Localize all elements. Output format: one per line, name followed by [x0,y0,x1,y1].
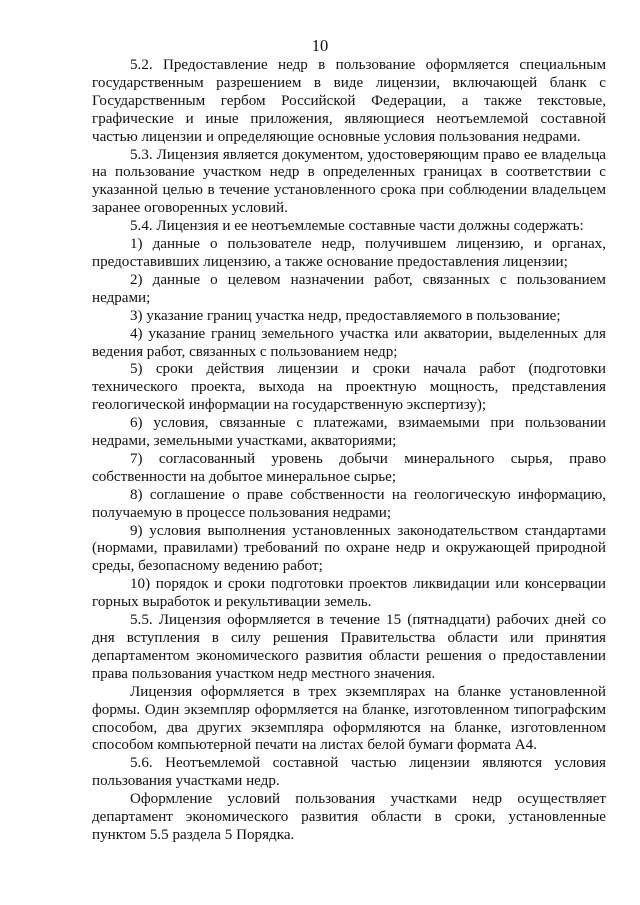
list-item-8: 8) соглашение о праве собственности на геологическую информацию, получаемую в процессе пользования недрами; [92,486,606,521]
list-item-10: 10) порядок и сроки подготовки проектов ликвидации или консервации горных выработок и рекультивации земель. [92,576,606,611]
list-item-9: 9) условия выполнения установленных законодательством стандартами (нормами, правилами) требований по охране недр и окружающей природной среды, безопасному ведению работ; [92,522,606,575]
page-number: 10 [311,36,329,55]
document-body [92,57,606,845]
paragraph-conditions: Оформление условий пользования участками недр осуществляет департамент экономического развития области в сроки, установленные пунктом 5.5 раздела 5 Порядка. [92,791,606,843]
list-item-3: 3) указание границ участка недр, предоставляемого в пользование; [130,307,561,324]
paragraph-5-5: 5.5. Лицензия оформляется в течение 15 (пятнадцати) рабочих дней со дня вступления в силу решения Правительства области или принятия департаментом экономического развития области решения о предоставлении права пользования участком недр местного значения. [92,612,606,682]
paragraph-5-4: 5.4. Лицензия и ее неотъемлемые составные части должны содержать: [130,218,584,235]
list-item-7: 7) согласованный уровень добычи минерального сырья, право собственности на добытое минеральное сырье; [92,450,606,485]
list-item-4: 4) указание границ земельного участка или акватории, выделенных для ведения работ, связанных с пользованием недр; [92,325,606,360]
list-item-5: 5) сроки действия лицензии и сроки начала работ (подготовки технического проекта, выхода на проектную мощность, представления геологической информации на государственную экспертизу); [92,361,606,414]
list-item-2: 2) данные о целевом назначении работ, связанных с пользованием недрами; [92,271,606,306]
paragraph-5-6: 5.6. Неотъемлемой составной частью лицензии являются условия пользования участками недр. [92,755,606,790]
list-item-1: 1) данные о пользователе недр, получившем лицензию, и органах, предоставивших лицензию, а также основание предоставления лицензии; [92,236,606,270]
paragraph-license-copies: Лицензия оформляется в трех экземплярах на бланке установленной формы. Один экземпляр оформляется на бланке, изготовленном типографским способом, два других экземпляра оформляются на бланке, изготовленном способом компьютерной печати на листах белой бумаги формата А4. [92,683,606,754]
paragraph-5-3: 5.3. Лицензия является документом, удостоверяющим право ее владельца на пользование участком недр в определенных границах в соответствии с указанной целью в течение установленного срока при соблюдении владельцем заранее оговоренных условий. [92,146,606,217]
paragraph-5-2: 5.2. Предоставление недр в пользование оформляется специальным государственным разрешением в виде лицензии, включающей бланк с Государственным гербом Российской Федерации, а также текстовые, графические и иные приложения, являющиеся неотъемлемой составной частью лицензии и определяющие основные условия пользования недрами. [92,57,606,145]
list-item-6: 6) условия, связанные с платежами, взимаемыми при пользовании недрами, земельными участками, акваториями; [92,415,606,450]
